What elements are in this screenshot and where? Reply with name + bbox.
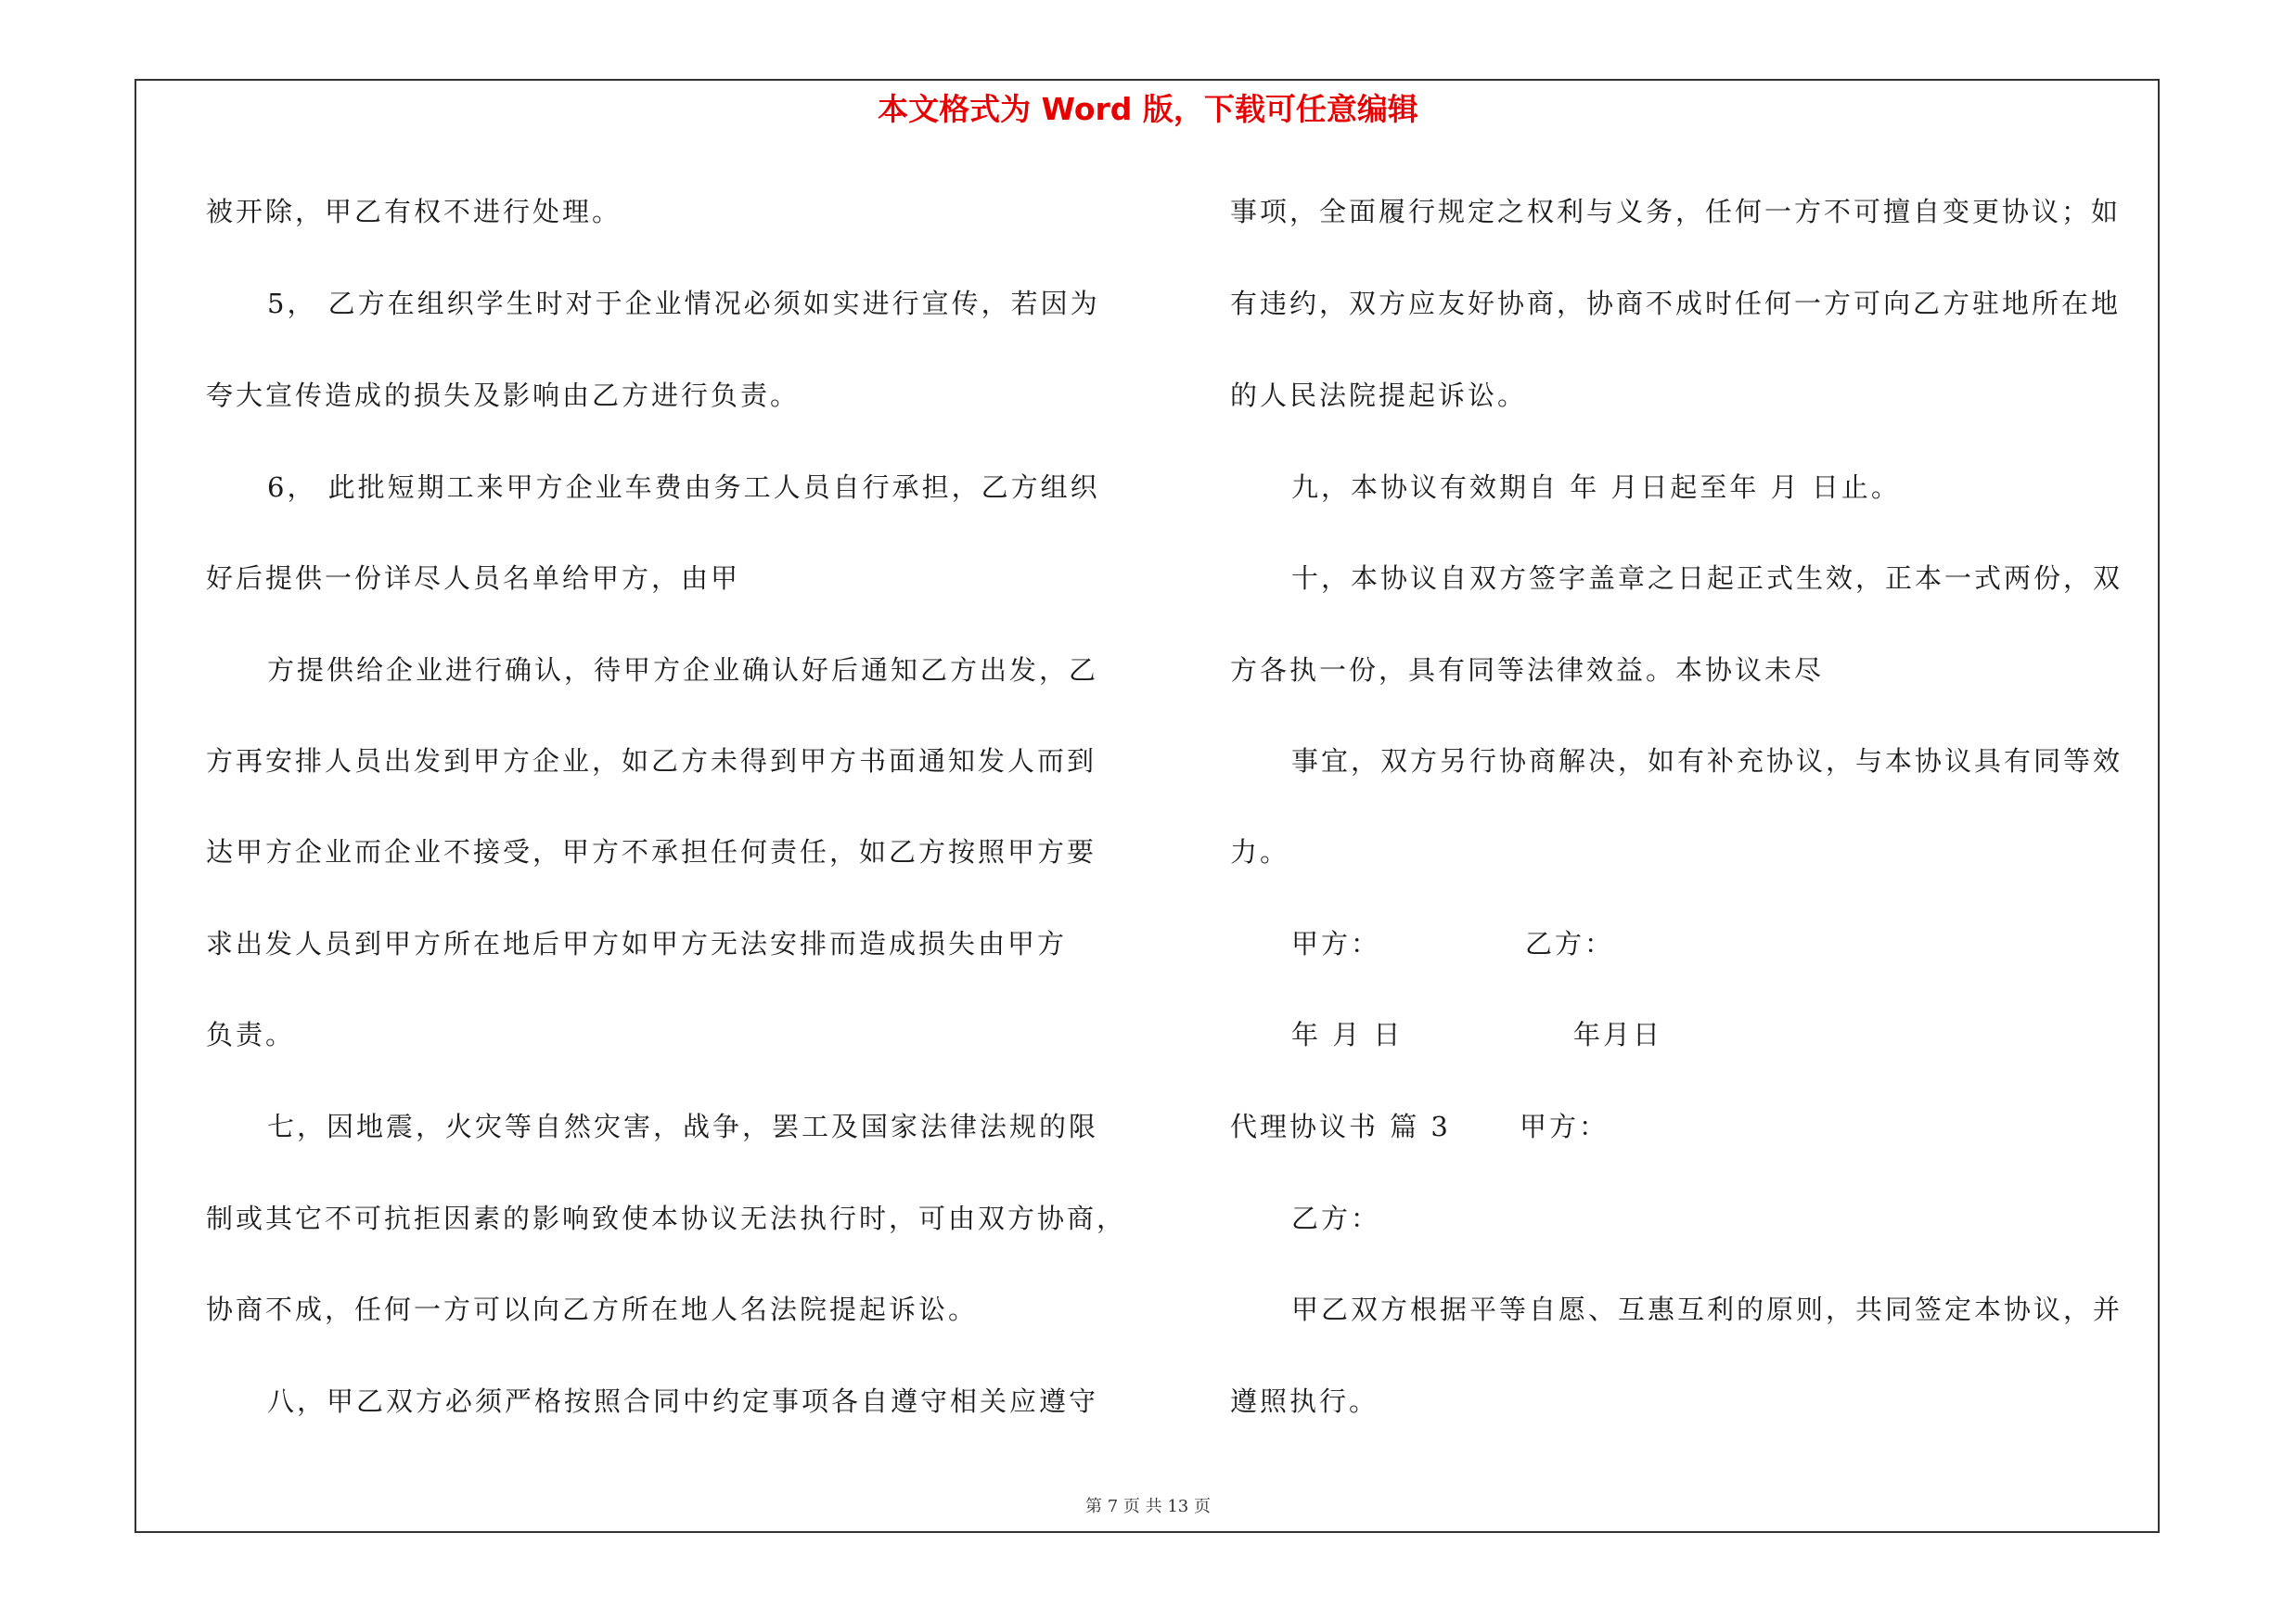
left-line-10: 负责。: [206, 1019, 296, 1050]
page-number: 第 7 页 共 13 页: [1085, 1497, 1211, 1516]
right-line-1: 事项，全面履行规定之权利与义务，任何一方不可擅自变更协议；如: [1230, 196, 2122, 227]
left-line-7: 方再安排人员出发到甲方企业，如乙方未得到甲方书面通知发人而到: [206, 745, 1097, 777]
left-line-14: 八，甲乙双方必须严格按照合同中约定事项各自遵守相关应遵守: [267, 1385, 1099, 1417]
left-line-1: 被开除，甲乙有权不进行处理。: [206, 196, 622, 227]
right-line-5: 十，本协议自双方签字盖章之日起正式生效，正本一式两份，双: [1291, 562, 2123, 594]
right-line-6: 方各执一份，具有同等法律效益。本协议未尽: [1230, 654, 1825, 686]
right-line-2: 有违约，双方应友好协商，协商不成时任何一方可向乙方驻地所在地: [1230, 288, 2122, 319]
right-line-7: 事宜，双方另行协商解决，如有补充协议，与本协议具有同等效: [1291, 745, 2123, 777]
right-line-4: 九，本协议有效期自 年 月日起至年 月 日止。: [1291, 471, 1901, 503]
left-line-12: 制或其它不可抗拒因素的影响致使本协议无法执行时，可由双方协商，: [206, 1203, 1127, 1234]
right-line-8: 力。: [1230, 836, 1290, 868]
right-line-14: 遵照执行。: [1230, 1385, 1379, 1417]
left-line-8: 达甲方企业而企业不接受，甲方不承担任何责任，如乙方按照甲方要: [206, 836, 1097, 868]
signature-date-b: 年月日: [1573, 1019, 1663, 1050]
signature-party-a-label: 甲方：: [1291, 928, 1381, 960]
left-line-3: 夸大宣传造成的损失及影响由乙方进行负责。: [206, 380, 801, 411]
party-b-label: 乙方：: [1291, 1203, 1381, 1234]
word-format-banner: 本文格式为 Word 版，下载可任意编辑: [878, 91, 1418, 127]
left-line-11: 七，因地震，火灾等自然灾害，战争，罢工及国家法律法规的限: [267, 1111, 1099, 1142]
party-a-label: 甲方：: [1520, 1111, 1610, 1142]
left-line-4: 6， 此批短期工来甲方企业车费由务工人员自行承担，乙方组织: [267, 471, 1100, 503]
left-line-6: 方提供给企业进行确认，待甲方企业确认好后通知乙方出发，乙: [267, 654, 1099, 686]
right-line-3: 的人民法院提起诉讼。: [1230, 380, 1528, 411]
left-line-2: 5， 乙方在组织学生时对于企业情况必须如实进行宣传，若因为: [267, 288, 1100, 319]
signature-party-b-label: 乙方：: [1525, 928, 1615, 960]
signature-date-a: 年 月 日: [1291, 1019, 1404, 1050]
left-line-13: 协商不成，任何一方可以向乙方所在地人名法院提起诉讼。: [206, 1294, 979, 1325]
right-line-13: 甲乙双方根据平等自愿、互惠互利的原则，共同签定本协议，并: [1291, 1294, 2123, 1325]
section-title-agency-agreement: 代理协议书 篇 3: [1230, 1111, 1451, 1142]
left-line-9: 求出发人员到甲方所在地后甲方如甲方无法安排而造成损失由甲方: [206, 928, 1068, 960]
left-line-5: 好后提供一份详尽人员名单给甲方，由甲: [206, 562, 741, 594]
